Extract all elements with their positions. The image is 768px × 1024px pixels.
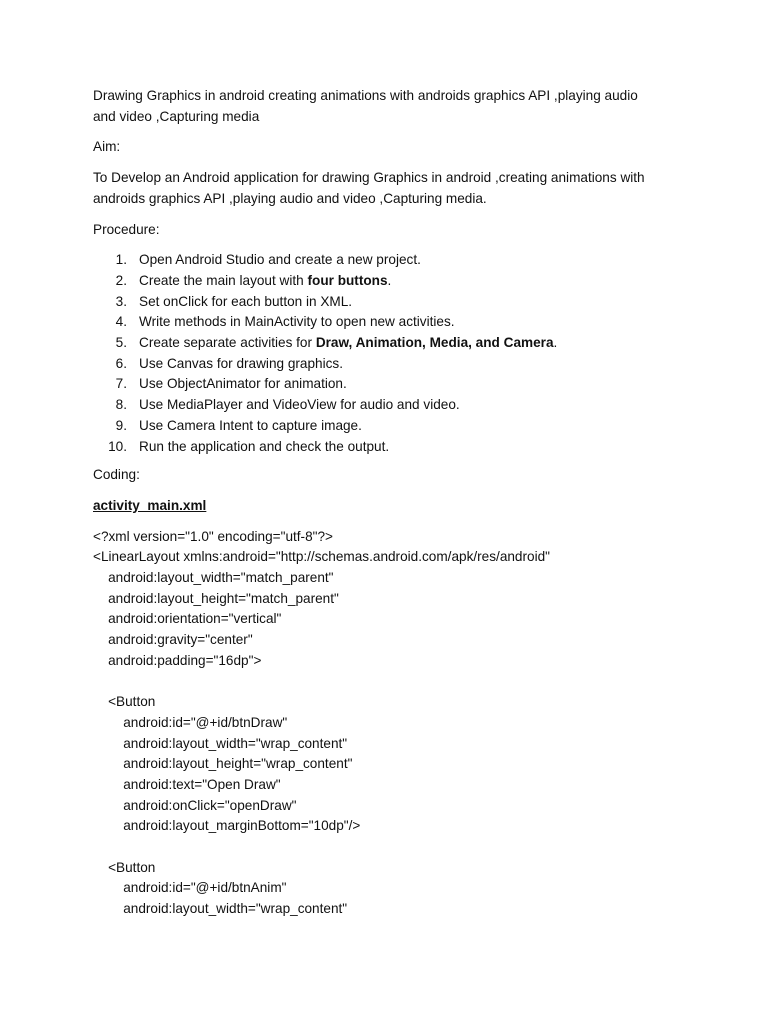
code-line: android:layout_width="match_parent" [93,570,334,586]
procedure-item [93,271,693,292]
procedure-item-text: Create separate activities for [139,335,316,351]
aim-line-1: To Develop an Android application for drawing Graphics in android ,creating animations with [93,170,645,186]
procedure-item [93,395,693,416]
procedure-item [93,250,693,271]
code-line: android:layout_width="wrap_content" [93,735,348,751]
procedure-item-number: 10. [108,438,127,454]
procedure-item-text: Open Android Studio and create a new project. [139,252,421,268]
procedure-item-number: 7. [115,376,127,392]
procedure-item-text: Create the main layout with [139,272,308,288]
procedure-item [93,416,693,437]
procedure-item-text: Use ObjectAnimator for animation. [139,376,347,392]
code-line: android:orientation="vertical" [93,611,282,627]
procedure-item-number: 6. [115,355,127,371]
procedure-item-text: Use Camera Intent to capture image. [139,417,362,433]
title-line-2: and video ,Capturing media [93,108,260,124]
procedure-item-text: Use MediaPlayer and VideoView for audio and video. [139,397,460,413]
procedure-item [93,374,693,395]
procedure-item-number: 1. [115,252,127,268]
code-line: android:padding="16dp"> [93,652,262,668]
procedure-item-text: Write methods in MainActivity to open new activities. [139,314,455,330]
procedure-item-number: 4. [115,314,127,330]
procedure-item-bold-text: Draw, Animation, Media, and Camera [315,335,554,351]
procedure-item-text: Run the application and check the output. [139,438,390,454]
title-line-1: Drawing Graphics in android creating animations with androids graphics API ,playing audio [93,88,638,103]
code-line: android:layout_marginBottom="10dp"/> [93,818,361,834]
procedure-item-suffix: . [553,335,558,351]
procedure-item [93,437,693,458]
procedure-label: Procedure: [93,221,160,237]
aim-line-2: androids graphics API ,playing audio and video ,Capturing media. [93,190,487,206]
procedure-item [93,292,693,313]
procedure-item-suffix: . [387,272,392,288]
code-line: android:layout_width="wrap_content" [93,901,348,917]
aim-label: Aim: [93,139,121,155]
procedure-item [93,333,693,354]
aim-text [93,168,693,209]
procedure-item-number: 3. [115,293,127,309]
procedure-item-number: 2. [115,272,127,288]
code-block [93,527,693,920]
code-line [93,671,693,692]
procedure-list [93,250,693,457]
procedure-item-text: Use Canvas for drawing graphics. [139,355,343,371]
code-line: <Button [93,694,156,710]
code-line: android:id="@+id/btnAnim" [93,880,287,896]
code-line: <LinearLayout xmlns:android="http://schemas.android.com/apk/res/android" [93,549,550,565]
procedure-item-number: 9. [115,417,127,433]
file-heading: activity_main.xml [93,497,207,513]
code-line: android:layout_height="match_parent" [93,590,339,606]
code-line: <?xml version="1.0" encoding="utf-8"?> [93,528,333,544]
procedure-item-number: 5. [115,335,127,351]
coding-label: Coding: [93,467,140,483]
procedure-item [93,312,693,333]
procedure-item-number: 8. [115,397,127,413]
procedure-item [93,354,693,375]
code-line: <Button [93,859,156,875]
code-line: android:gravity="center" [93,632,253,648]
document-title [93,86,693,127]
code-line: android:text="Open Draw" [93,776,281,792]
code-line [93,837,693,858]
procedure-item-bold-text: four buttons [307,272,388,288]
code-line: android:layout_height="wrap_content" [93,756,353,772]
code-line: android:id="@+id/btnDraw" [93,714,288,730]
document-page [93,86,693,920]
procedure-item-text: Set onClick for each button in XML. [139,293,353,309]
code-line: android:onClick="openDraw" [93,797,297,813]
